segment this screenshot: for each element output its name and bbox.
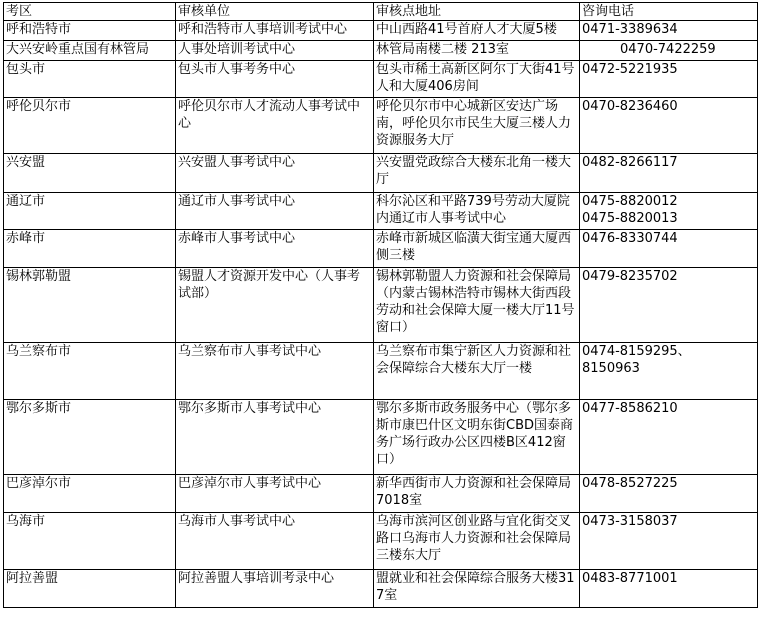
table-row [4,268,758,343]
unit-cell: 呼和浩特市人事培训考试中心 [176,21,374,41]
phone-cell: 0470-7422259 [580,41,758,61]
area-cell: 阿拉善盟 [4,570,176,608]
unit-cell: 兴安盟人事考试中心 [176,154,374,193]
area-cell: 包头市 [4,61,176,98]
table-row [4,98,758,154]
phone-cell: 0473-3158037 [580,513,758,570]
unit-cell: 阿拉善盟人事培训考录中心 [176,570,374,608]
area-cell: 乌海市 [4,513,176,570]
unit-cell: 通辽市人事考试中心 [176,193,374,230]
address-cell: 乌海市滨河区创业路与宜化街交叉路口乌海市人力资源和社会保障局三楼东大厅 [374,513,580,570]
area-cell: 呼和浩特市 [4,21,176,41]
area-cell: 锡林郭勒盟 [4,268,176,343]
area-cell: 巴彦淖尔市 [4,475,176,513]
table-row [4,513,758,570]
phone-cell: 0479-8235702 [580,268,758,343]
unit-cell: 人事处培训考试中心 [176,41,374,61]
address-cell: 乌兰察布市集宁新区人力资源和社会保障综合大楼东大厅一楼 [374,343,580,400]
area-cell: 鄂尔多斯市 [4,400,176,475]
phone-cell: 0476-8330744 [580,230,758,268]
header-area: 考区 [4,3,176,21]
table-row [4,230,758,268]
phone-cell: 0475-8820012 0475-8820013 [580,193,758,230]
table-row [4,41,758,61]
table-row [4,193,758,230]
address-cell: 呼伦贝尔市中心城新区安达广场南，呼伦贝尔市民生大厦三楼人力资源服务大厅 [374,98,580,154]
unit-cell: 巴彦淖尔市人事考试中心 [176,475,374,513]
address-cell: 盟就业和社会保障综合服务大楼317室 [374,570,580,608]
address-cell: 新华西街市人力资源和社会保障局7018室 [374,475,580,513]
table-row [4,154,758,193]
area-cell: 呼伦贝尔市 [4,98,176,154]
address-cell: 中山西路41号首府人才大厦5楼 [374,21,580,41]
area-cell: 赤峰市 [4,230,176,268]
area-cell: 通辽市 [4,193,176,230]
table-row [4,570,758,608]
phone-cell: 0482-8266117 [580,154,758,193]
unit-cell: 乌海市人事考试中心 [176,513,374,570]
table-row [4,21,758,41]
address-cell: 包头市稀土高新区阿尔丁大街41号人和大厦406房间 [374,61,580,98]
header-address: 审核点地址 [374,3,580,21]
phone-cell: 0470-8236460 [580,98,758,154]
header-row [4,3,758,21]
exam-site-table [3,2,758,608]
phone-cell: 0483-8771001 [580,570,758,608]
area-cell: 乌兰察布市 [4,343,176,400]
phone-cell: 0478-8527225 [580,475,758,513]
address-cell: 兴安盟党政综合大楼东北角一楼大厅 [374,154,580,193]
table-row [4,343,758,400]
table-row [4,475,758,513]
address-cell: 林管局南楼二楼 213室 [374,41,580,61]
phone-cell: 0471-3389634 [580,21,758,41]
unit-cell: 鄂尔多斯市人事考试中心 [176,400,374,475]
address-cell: 锡林郭勒盟人力资源和社会保障局（内蒙古锡林浩特市锡林大街西段劳动和社会保障大厦一楼大厅11号窗口） [374,268,580,343]
address-cell: 科尔沁区和平路739号劳动大厦院内通辽市人事考试中心 [374,193,580,230]
area-cell: 大兴安岭重点国有林管局 [4,41,176,61]
phone-cell: 0472-5221935 [580,61,758,98]
table-row [4,61,758,98]
phone-cell: 0477-8586210 [580,400,758,475]
area-cell: 兴安盟 [4,154,176,193]
address-cell: 赤峰市新城区临潢大街宝通大厦西侧三楼 [374,230,580,268]
unit-cell: 锡盟人才资源开发中心（人事考试部） [176,268,374,343]
table-row [4,400,758,475]
unit-cell: 包头市人事考务中心 [176,61,374,98]
unit-cell: 赤峰市人事考试中心 [176,230,374,268]
unit-cell: 乌兰察布市人事考试中心 [176,343,374,400]
header-phone: 咨询电话 [580,3,758,21]
unit-cell: 呼伦贝尔市人才流动人事考试中心 [176,98,374,154]
phone-cell: 0474-8159295、 8150963 [580,343,758,400]
header-unit: 审核单位 [176,3,374,21]
address-cell: 鄂尔多斯市政务服务中心（鄂尔多斯市康巴什区文明东街CBD国泰商务广场行政办公区四楼B区412窗口） [374,400,580,475]
